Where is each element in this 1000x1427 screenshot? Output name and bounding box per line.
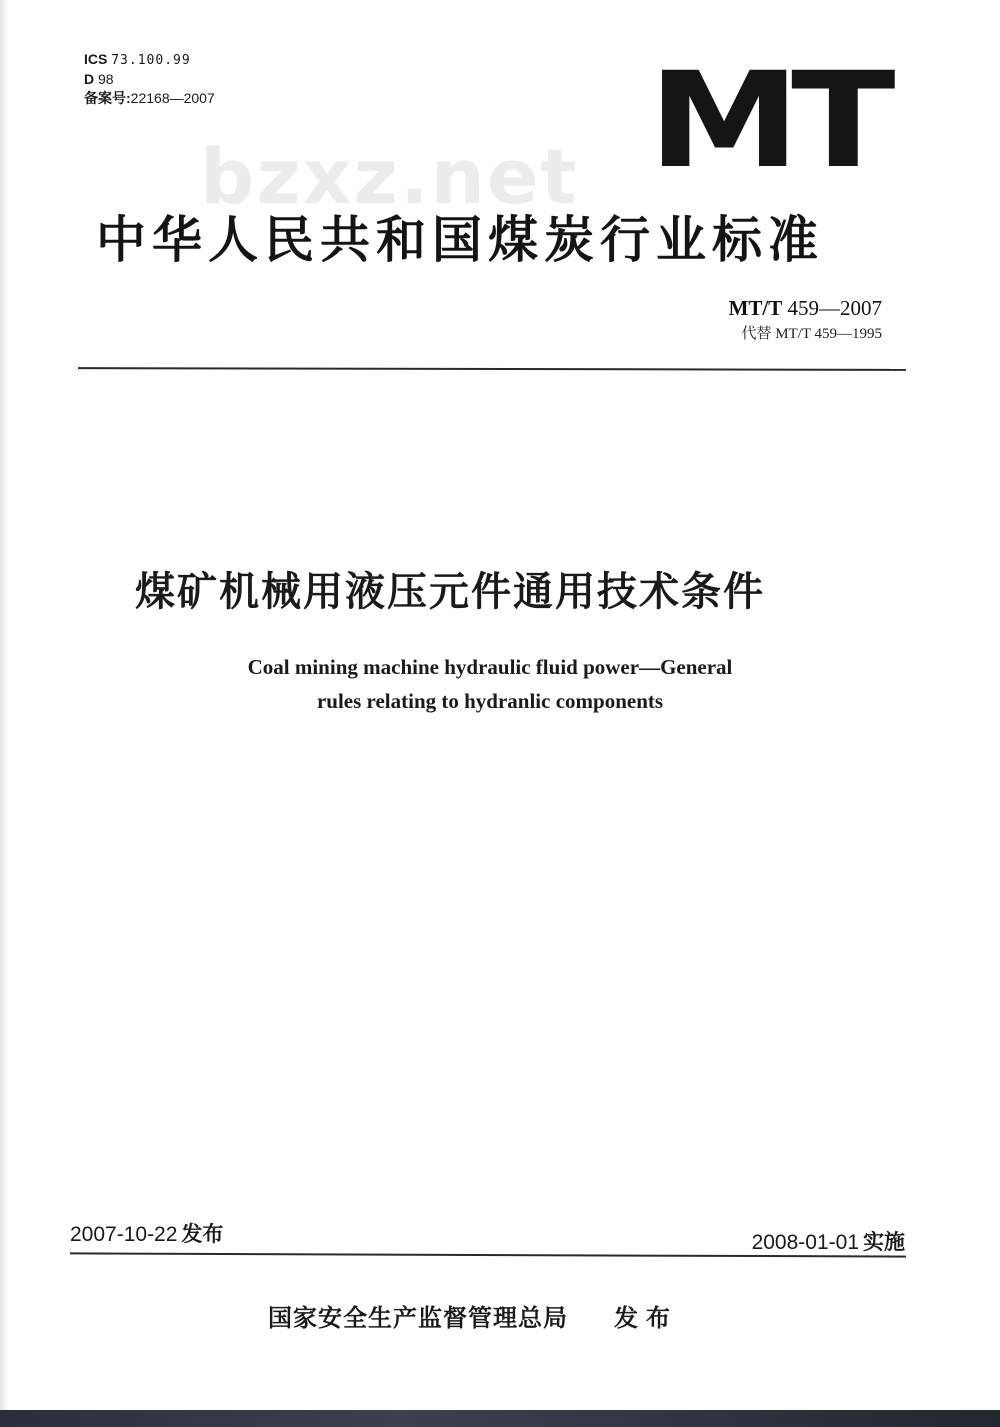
ics-label: ICS	[84, 51, 108, 67]
classification-block	[84, 50, 215, 108]
publisher-name: 国家安全生产监督管理总局	[268, 1304, 568, 1332]
standard-number-prefix: MT/T	[728, 296, 783, 320]
mt-logo: MT	[648, 44, 887, 198]
document-title-en	[200, 650, 780, 718]
title-en-line-1: Coal mining machine hydraulic fluid power—General	[247, 655, 733, 679]
scan-page-edge	[0, 0, 8, 1410]
issue-label: 发布	[181, 1223, 224, 1246]
watermark-text: bzxz.net	[200, 132, 579, 221]
ccs-code: 98	[98, 71, 114, 87]
issue-date-block	[70, 1218, 223, 1248]
document-title-cn: 煤矿机械用液压元件通用技术条件	[135, 569, 765, 615]
standard-number	[729, 296, 882, 321]
ics-line	[84, 50, 215, 70]
publisher-line	[268, 1298, 678, 1333]
ics-code: 73.100.99	[111, 53, 191, 68]
implement-label: 实施	[863, 1231, 905, 1254]
ccs-label: D	[84, 71, 95, 87]
publisher-action: 发布	[614, 1304, 678, 1332]
title-en-line-2: rules relating to hydranlic components	[316, 689, 664, 713]
ccs-line	[84, 70, 215, 89]
record-code: 22168—2007	[130, 90, 215, 106]
record-label: 备案号:	[84, 90, 131, 106]
replaces-standard: 代替 MT/T 459—1995	[741, 326, 882, 342]
scan-bottom-strip	[0, 1410, 1000, 1427]
standard-number-value: 459—2007	[787, 296, 882, 320]
implement-date: 2008-01-01	[751, 1231, 859, 1254]
header-divider	[78, 367, 906, 371]
standard-number-block	[729, 296, 882, 343]
issue-date: 2007-10-22	[70, 1223, 178, 1246]
standard-category-title: 中华人民共和国煤炭行业标准	[96, 211, 824, 269]
implement-date-block	[752, 1226, 905, 1256]
record-line	[84, 89, 215, 108]
